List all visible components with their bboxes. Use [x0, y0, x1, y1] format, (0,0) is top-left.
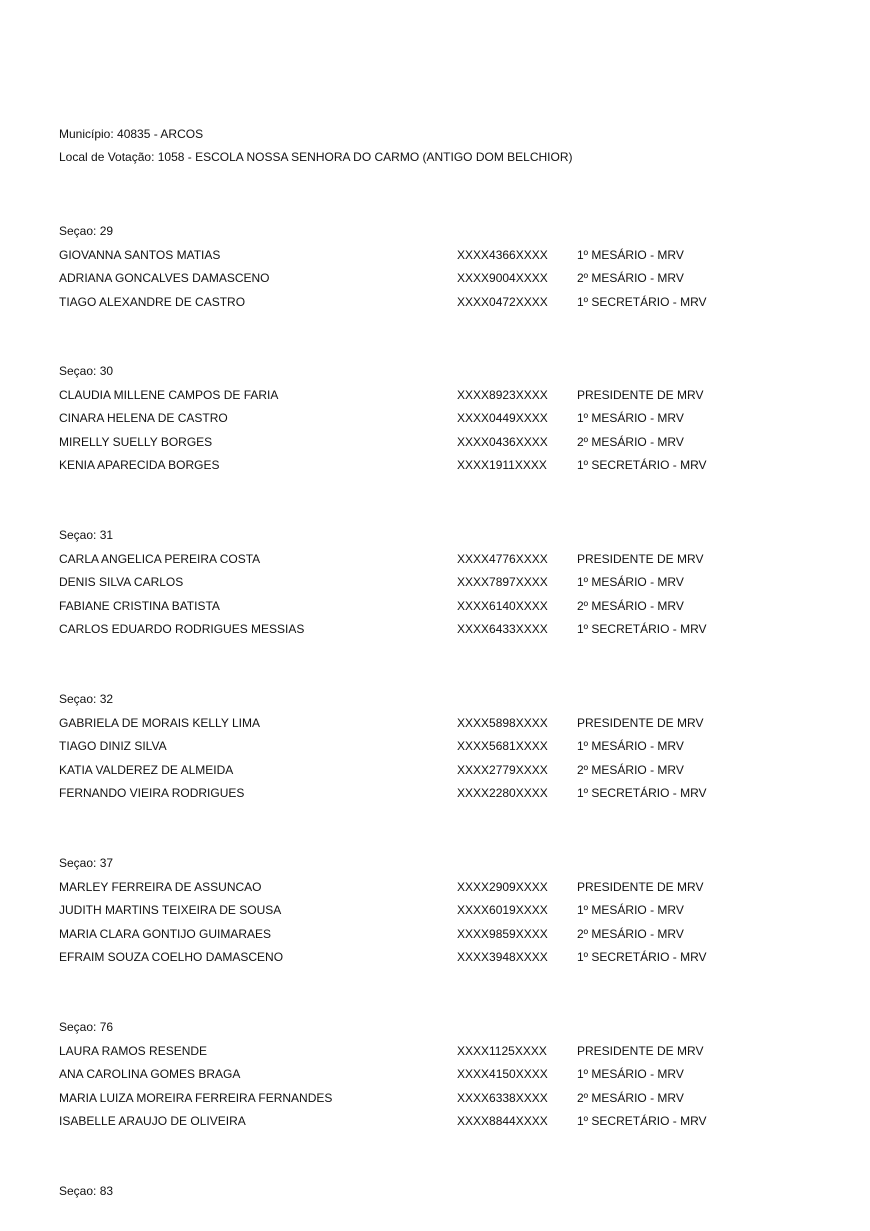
section-block	[59, 220, 819, 314]
table-row	[59, 899, 819, 923]
member-name: MARLEY FERREIRA DE ASSUNCAO	[59, 879, 262, 894]
table-row	[59, 946, 819, 970]
section-title: Seçao: 31	[59, 528, 114, 542]
member-name: FERNANDO VIEIRA RODRIGUES	[59, 786, 245, 800]
member-id: XXXX9004XXXX	[457, 271, 548, 285]
table-row	[59, 712, 819, 736]
member-id: XXXX0449XXXX	[457, 411, 548, 425]
member-name: ANA CAROLINA GOMES BRAGA	[59, 1067, 241, 1081]
member-role: 2º MESÁRIO - MRV	[577, 434, 684, 449]
member-role: 1º MESÁRIO - MRV	[577, 575, 684, 589]
member-id: XXXX0436XXXX	[457, 434, 548, 449]
section-title: Seçao: 76	[59, 1020, 114, 1034]
member-role: PRESIDENTE DE MRV	[577, 1043, 704, 1058]
section-title: Seçao: 32	[59, 692, 114, 706]
table-row	[59, 735, 819, 759]
member-name: LAURA RAMOS RESENDE	[59, 1043, 208, 1058]
member-role: 1º SECRETÁRIO - MRV	[577, 294, 707, 309]
member-id: XXXX4366XXXX	[457, 247, 548, 262]
table-row	[59, 1063, 819, 1087]
member-name: CINARA HELENA DE CASTRO	[59, 411, 228, 425]
member-id: XXXX7897XXXX	[457, 575, 548, 589]
table-row	[59, 1110, 819, 1134]
section-title: Seçao: 30	[59, 364, 114, 378]
local-votacao-line: Local de Votação: 1058 - ESCOLA NOSSA SENHORA DO CARMO (ANTIGO DOM BELCHIOR)	[59, 150, 573, 164]
member-id: XXXX2779XXXX	[457, 762, 548, 777]
member-role: 2º MESÁRIO - MRV	[577, 1090, 684, 1105]
table-row	[59, 618, 819, 642]
member-role: 2º MESÁRIO - MRV	[577, 762, 684, 777]
member-name: CARLOS EDUARDO RODRIGUES MESSIAS	[59, 622, 305, 636]
member-role: 2º MESÁRIO - MRV	[577, 926, 684, 941]
section-block	[59, 1016, 819, 1134]
member-id: XXXX6433XXXX	[457, 622, 548, 636]
section-block	[59, 524, 819, 642]
member-id: XXXX6338XXXX	[457, 1090, 548, 1105]
member-role: 1º SECRETÁRIO - MRV	[577, 786, 707, 800]
section-title: Seçao: 83	[59, 1184, 114, 1198]
member-role: PRESIDENTE DE MRV	[577, 715, 704, 730]
table-row	[59, 267, 819, 291]
member-name: DENIS SILVA CARLOS	[59, 575, 184, 589]
member-id: XXXX1911XXXX	[457, 458, 547, 472]
member-name: GABRIELA DE MORAIS KELLY LIMA	[59, 715, 260, 730]
section-title: Seçao: 37	[59, 856, 114, 870]
member-id: XXXX4150XXXX	[457, 1067, 548, 1081]
member-role: 1º MESÁRIO - MRV	[577, 903, 684, 917]
table-row	[59, 384, 819, 408]
member-id: XXXX8844XXXX	[457, 1114, 548, 1128]
table-row	[59, 876, 819, 900]
member-name: GIOVANNA SANTOS MATIAS	[59, 247, 221, 262]
member-id: XXXX5681XXXX	[457, 739, 548, 753]
member-id: XXXX3948XXXX	[457, 950, 548, 964]
member-name: KATIA VALDEREZ DE ALMEIDA	[59, 762, 234, 777]
member-role: 1º SECRETÁRIO - MRV	[577, 950, 707, 964]
member-role: PRESIDENTE DE MRV	[577, 551, 704, 566]
member-name: CLAUDIA MILLENE CAMPOS DE FARIA	[59, 387, 279, 402]
member-role: 1º MESÁRIO - MRV	[577, 411, 684, 425]
table-row	[59, 595, 819, 619]
member-name: TIAGO ALEXANDRE DE CASTRO	[59, 294, 246, 309]
member-role: PRESIDENTE DE MRV	[577, 879, 704, 894]
member-role: 1º MESÁRIO - MRV	[577, 1067, 684, 1081]
member-role: PRESIDENTE DE MRV	[577, 387, 704, 402]
member-role: 2º MESÁRIO - MRV	[577, 598, 684, 613]
member-name: TIAGO DINIZ SILVA	[59, 739, 167, 753]
member-id: XXXX1125XXXX	[457, 1043, 547, 1058]
member-name: CARLA ANGELICA PEREIRA COSTA	[59, 551, 261, 566]
member-id: XXXX2280XXXX	[457, 786, 548, 800]
table-row	[59, 548, 819, 572]
table-row	[59, 782, 819, 806]
section-title: Seçao: 29	[59, 224, 114, 238]
member-role: 2º MESÁRIO - MRV	[577, 271, 684, 285]
section-block	[59, 360, 819, 478]
member-name: MIRELLY SUELLY BORGES	[59, 434, 213, 449]
member-role: 1º MESÁRIO - MRV	[577, 247, 684, 262]
member-name: FABIANE CRISTINA BATISTA	[59, 598, 220, 613]
member-id: XXXX4776XXXX	[457, 551, 548, 566]
table-row	[59, 571, 819, 595]
member-id: XXXX8923XXXX	[457, 387, 548, 402]
table-row	[59, 923, 819, 947]
member-id: XXXX6140XXXX	[457, 598, 548, 613]
section-block	[59, 852, 819, 970]
table-row	[59, 759, 819, 783]
table-row	[59, 454, 819, 478]
member-id: XXXX2909XXXX	[457, 879, 548, 894]
member-name: KENIA APARECIDA BORGES	[59, 458, 220, 472]
table-row	[59, 431, 819, 455]
member-role: 1º MESÁRIO - MRV	[577, 739, 684, 753]
section-block	[59, 688, 819, 806]
table-row	[59, 244, 819, 268]
municipio-line: Município: 40835 - ARCOS	[59, 127, 204, 141]
member-role: 1º SECRETÁRIO - MRV	[577, 622, 707, 636]
table-row	[59, 1040, 819, 1064]
member-role: 1º SECRETÁRIO - MRV	[577, 458, 707, 472]
table-row	[59, 407, 819, 431]
member-name: JUDITH MARTINS TEIXEIRA DE SOUSA	[59, 903, 282, 917]
member-id: XXXX5898XXXX	[457, 715, 548, 730]
member-name: MARIA CLARA GONTIJO GUIMARAES	[59, 926, 272, 941]
member-name: ISABELLE ARAUJO DE OLIVEIRA	[59, 1114, 246, 1128]
table-row	[59, 1087, 819, 1111]
member-name: ADRIANA GONCALVES DAMASCENO	[59, 271, 270, 285]
member-role: 1º SECRETÁRIO - MRV	[577, 1114, 707, 1128]
member-id: XXXX6019XXXX	[457, 903, 548, 917]
member-name: MARIA LUIZA MOREIRA FERREIRA FERNANDES	[59, 1090, 333, 1105]
member-name: EFRAIM SOUZA COELHO DAMASCENO	[59, 950, 284, 964]
section-block	[59, 1180, 819, 1204]
table-row	[59, 291, 819, 315]
member-id: XXXX0472XXXX	[457, 294, 548, 309]
member-id: XXXX9859XXXX	[457, 926, 548, 941]
